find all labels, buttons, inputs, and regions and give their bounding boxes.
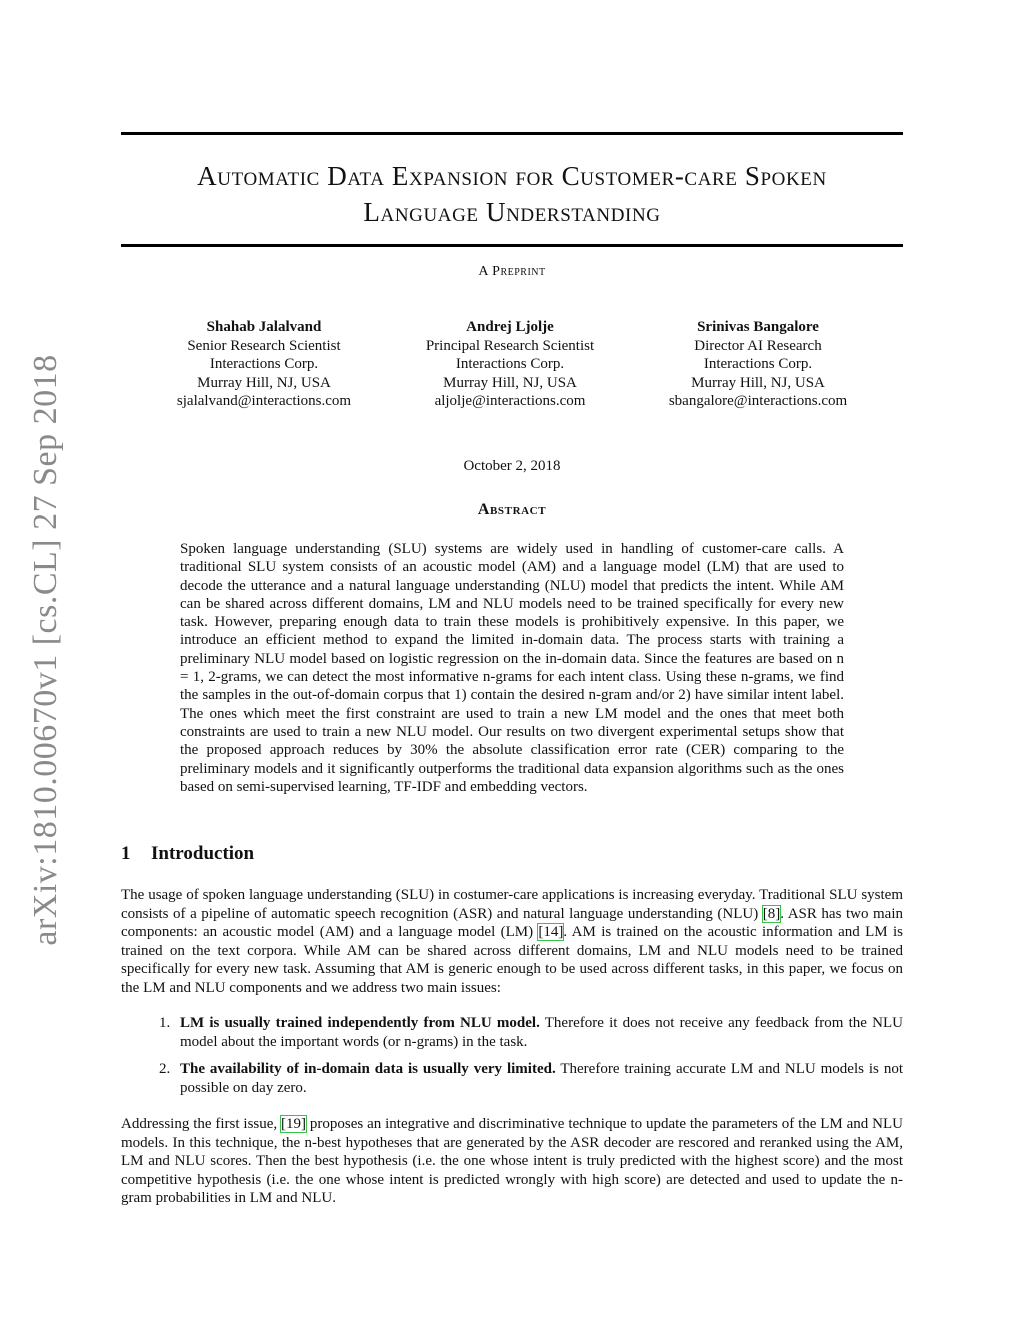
author-email[interactable]: aljolje@interactions.com [434,393,586,409]
list-marker: 2. [159,1061,171,1077]
list-item-text: Therefore training accurate LM and NLU models is not possible on day zero. [180,1061,903,1096]
abstract-heading: Abstract [477,501,547,518]
author-name: Andrej Ljolje [466,319,554,335]
preprint-label: A Preprint [478,264,546,279]
author-location: Murray Hill, NJ, USA [443,374,577,391]
author-role: Principal Research Scientist [425,337,595,354]
author-block [0,318,1024,418]
arxiv-side-stamp[interactable]: arXiv:1810.00670v1 [cs.CL] 27 Sep 2018 [27,354,64,946]
intro-p1-text-a: The usage of spoken language understanding (SLU) in costumer-care applications is increasing everyday. Traditional SLU system consists of a pipeline of automatic speech recognition (ASR) and natural language understanding (NLU) [121,887,903,922]
section-heading-introduction [121,843,254,865]
intro-p2-text-a: Addressing the first issue, [121,1116,282,1132]
paper-date: October 2, 2018 [463,458,561,474]
title-line-1: Automatic Data Expansion for Customer-care Spoken [197,161,827,191]
author-name: Srinivas Bangalore [697,319,819,335]
abstract-text: Spoken language understanding (SLU) systems are widely used in handling of customer-care calls. A traditional SLU system consists of an acoustic model (AM) and a language model (LM) that are used to decode the utterance and a natural language understanding (NLU) model that predicts the intent. While AM can be shared across different domains, LM and NLU models need to be trained specifically for every new task. However, preparing enough data to train these models is prohibitively expensive. In this paper, we introduce an efficient method to expand the limited in-domain data. The process starts with training a preliminary NLU model based on logistic regression on the in-domain data. Since the features are based on n = 1, 2-grams, we can detect the most informative n-grams for each intent class. Using these n-grams, we find the samples in the out-of-domain corpus that 1) contain the desired n-gram and/or 2) have similar intent label. The ones which meet the first constraint are used to train a new LM model and the ones that meet both constraints are used to train a new NLU model. Our results on two divergent experimental setups show that the proposed approach reduces by 30% the absolute classification error rate (CER) comparing to the preliminary models and it significantly outperforms the traditional data expansion algorithms such as the ones based on semi-supervised learning, TF-IDF and embedding vectors. [180,541,844,795]
author-org: Interactions Corp. [209,356,319,372]
list-item-bold: LM is usually trained independently from NLU model. [180,1015,540,1031]
author-org: Interactions Corp. [703,356,813,372]
section-title: Introduction [151,843,255,864]
intro-p1-text-c: . AM is trained on the acoustic information and LM is trained on the text corpora. While AM can be shared across different domains, LM and NLU models need to be trained specifically for every new task. Assuming that AM is generic enough to be used across different tasks, in this paper, we focus on the LM and NLU components and we address two main issues: [121,924,903,996]
author-email[interactable]: sbangalore@interactions.com [668,393,848,409]
author-email[interactable]: sjalalvand@interactions.com [176,393,352,409]
author-location: Murray Hill, NJ, USA [197,374,331,391]
list-item-bold: The availability of in-domain data is usually very limited. [180,1061,556,1077]
author-location: Murray Hill, NJ, USA [691,374,825,391]
section-number: 1 [121,843,131,864]
list-item [121,1014,903,1051]
intro-p2-text-b: proposes an integrative and discriminative technique to update the parameters of the LM and NLU models. In this technique, the n-best hypotheses that are generated by the ASR decoder are rescored and reranked using the AM, LM and NLU scores. Then the best hypothesis (i.e. the one whose intent is truly predicted with the highest score) and the most competitive hypothesis (i.e. the one whose intent is predicted wrongly with high score) are detected and used to update the n-gram probabilities in LM and NLU. [121,1116,903,1206]
author-2 [380,318,640,411]
intro-paragraph-1 [121,886,903,997]
issues-list [121,1014,903,1106]
author-role: Senior Research Scientist [187,337,341,354]
citation-link-8[interactable]: [8] [762,905,781,922]
author-3 [628,318,888,411]
title-bottom-rule [121,244,903,247]
intro-p1-text-b: . ASR has two main components: an acoustic model (AM) and a language model (LM) [121,905,904,940]
title-top-rule [121,132,903,135]
list-item [121,1060,903,1097]
author-1 [134,318,394,411]
title-line-2: Language Understanding [363,197,661,227]
citation-link-14[interactable]: [14] [538,924,564,940]
paper-title [121,158,903,230]
intro-paragraph-2 [121,1115,903,1208]
list-marker: 1. [159,1015,171,1031]
author-name: Shahab Jalalvand [206,319,322,335]
list-item-text: Therefore it does not receive any feedback from the NLU model about the important words (or n-grams) in the task. [180,1015,903,1050]
author-role: Director AI Research [694,337,822,354]
citation-link-19[interactable]: [19] [281,1116,307,1132]
author-org: Interactions Corp. [455,356,565,372]
